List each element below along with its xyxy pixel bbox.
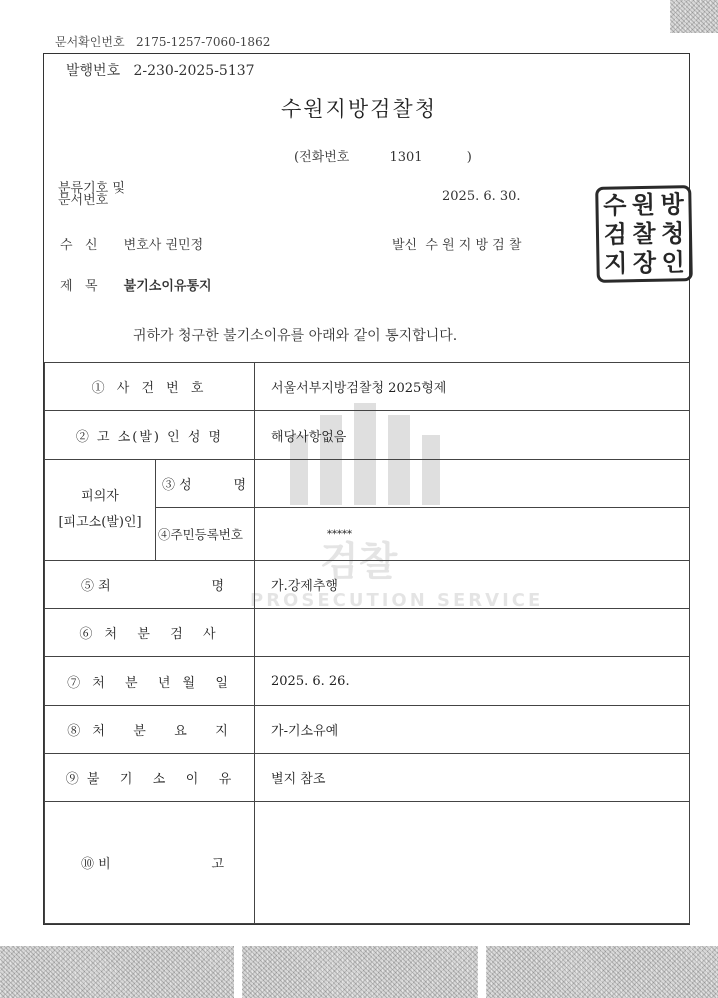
issue-line	[66, 60, 255, 80]
classification-label	[58, 183, 125, 207]
prosecutor-value	[255, 609, 690, 657]
name-label	[156, 460, 255, 508]
non-indictment-reason-label: ⑨ 불 기 소 이 유	[45, 754, 255, 802]
table-row	[45, 561, 690, 609]
security-pattern-bottom-3	[486, 946, 718, 998]
seal-char: 인	[661, 247, 685, 277]
seal-char: 원	[631, 191, 656, 220]
complainant-value: 해당사항없음	[255, 411, 690, 460]
seal-char: 찰	[632, 219, 656, 249]
name-label-b: 명	[233, 478, 247, 493]
subject-line	[60, 275, 212, 294]
crime-label	[45, 561, 255, 609]
prosecutor-label: ⑥ 처 분 검 사	[45, 609, 255, 657]
phone-label: (전화번호	[294, 150, 350, 165]
recipient-line	[60, 234, 203, 253]
seal-char: 방	[660, 190, 684, 220]
seal-char: 장	[632, 248, 657, 277]
security-pattern-bottom-1	[0, 946, 234, 998]
name-value	[255, 460, 690, 508]
seal-char: 검	[603, 220, 628, 249]
disposition-date-label: ⑦ 처 분 년 월 일	[45, 657, 255, 706]
phone-close: )	[466, 150, 472, 165]
recipient-value: 변호사 권민정	[123, 238, 204, 253]
table-row	[45, 460, 690, 508]
intro-sentence: 귀하가 청구한 불기소이유를 아래와 같이 통지합니다.	[133, 328, 458, 344]
subject-value: 불기소이유통지	[123, 279, 212, 294]
watermark-subtext: PROSECUTION SERVICE	[250, 590, 544, 611]
remarks-label-b: 고	[211, 857, 225, 872]
table-row	[45, 411, 690, 460]
table-row	[45, 363, 690, 411]
non-indictment-reason-value: 별지 참조	[255, 754, 690, 802]
remarks-label	[45, 802, 255, 924]
crime-value: 가.강제추행	[255, 561, 690, 609]
table-row	[45, 657, 690, 706]
seal-char: 지	[603, 248, 628, 278]
sender-line: 발신 수 원 지 방 검 찰	[392, 238, 522, 253]
suspect-label	[45, 460, 156, 561]
disposition-summary-label: ⑧ 처 분 요 지	[45, 706, 255, 754]
crime-label-a: ⑤ 죄	[81, 579, 111, 594]
disposition-date-value: 2025. 6. 26.	[255, 657, 690, 706]
classification-label-line1: 분류기호 및	[58, 181, 125, 196]
seal-char: 청	[660, 219, 685, 248]
doc-confirm-label: 문서확인번호	[55, 35, 125, 49]
issue-label: 발행번호	[66, 63, 121, 79]
phone-line	[294, 146, 472, 165]
complainant-label: ② 고 소(발) 인 성 명	[45, 411, 255, 460]
remarks-value	[255, 802, 690, 924]
phone-number: 1301	[389, 150, 423, 165]
doc-confirm-line	[55, 33, 270, 50]
remarks-label-a: ⑩ 비	[81, 857, 111, 872]
issue-number: 2-230-2025-5137	[133, 63, 255, 79]
notice-table	[44, 362, 690, 924]
crime-label-b: 명	[211, 579, 225, 594]
recipient-label: 수 신	[60, 238, 98, 253]
table-row	[45, 609, 690, 657]
table-row	[45, 754, 690, 802]
disposition-summary-value: 가-기소유예	[255, 706, 690, 754]
watermark-text: 검찰	[320, 539, 398, 585]
office-title: 수원지방검찰청	[280, 97, 437, 121]
rrn-label: ④주민등록번호	[156, 508, 255, 561]
security-pattern-top-right	[670, 0, 718, 33]
document-date: 2025. 6. 30.	[442, 189, 521, 204]
table-row	[45, 802, 690, 924]
rrn-value: *****	[255, 508, 690, 561]
suspect-label-line2: [피고소(발)인]	[58, 515, 142, 530]
security-pattern-bottom-2	[242, 946, 478, 998]
name-label-a: ③ 성	[162, 478, 192, 493]
seal-char: 수	[602, 191, 627, 221]
table-row	[45, 706, 690, 754]
case-no-value: 서울서부지방검찰청 2025형제	[255, 363, 690, 411]
subject-label: 제 목	[60, 279, 98, 294]
suspect-label-line1: 피의자	[81, 489, 119, 504]
case-no-label: ① 사 건 번 호	[45, 363, 255, 411]
official-seal	[595, 185, 693, 283]
doc-confirm-number: 2175-1257-7060-1862	[136, 35, 271, 49]
classification-label-line2: 문서번호	[58, 193, 109, 208]
